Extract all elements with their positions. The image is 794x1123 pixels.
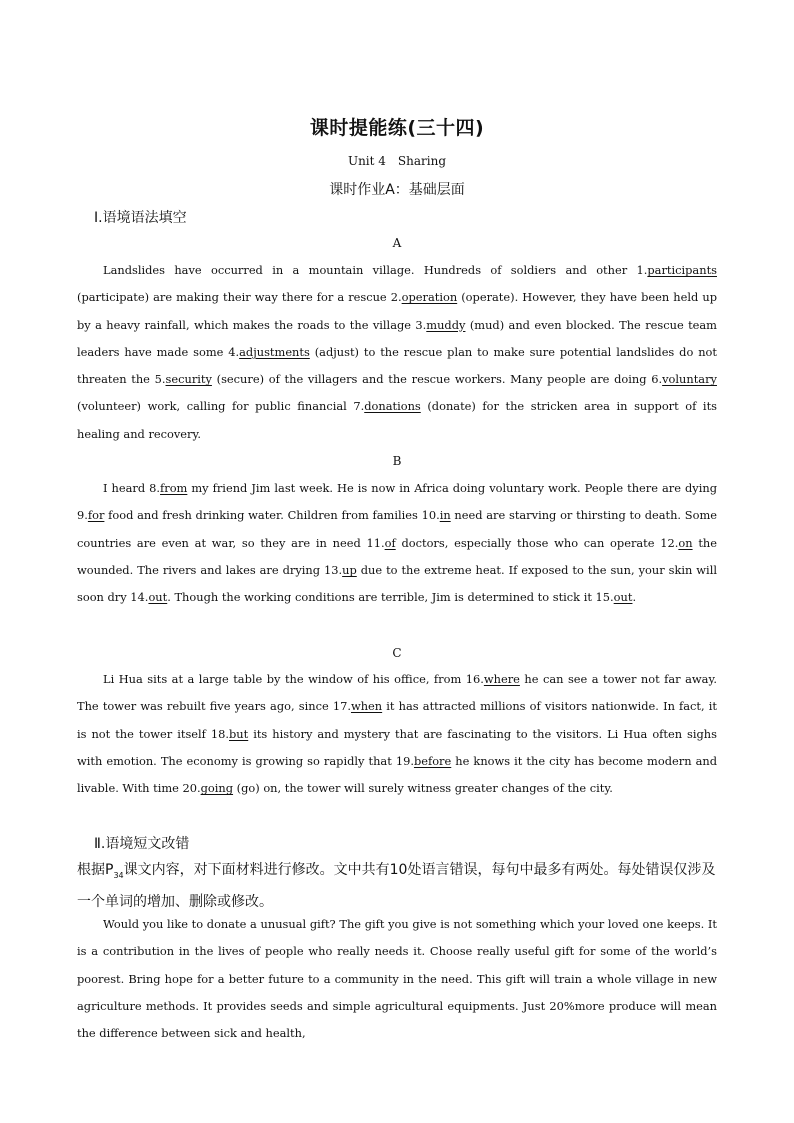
- answer-blank: going: [200, 781, 234, 796]
- part-b-passage: I heard 8.from my friend Jim last week. He is now in Africa doing voluntary work. People there are dying 9.for food and fresh drinking water. Children from families 10.in need are starving or thirsting to death. Some countries are even at war, so they are in need 11.of doctors, especially those who can operate 12.on the wounded. The rivers and lakes are drying 13.up due to the extreme heat. If exposed to the sun, your skin will soon dry 14.out. Though the working conditions are terrible, Jim is determined to stick it 15.out.: [77, 481, 717, 605]
- answer-blank: for: [87, 508, 105, 523]
- page-title: 课时提能练(三十四): [309, 117, 485, 139]
- part-c-passage: Li Hua sits at a large table by the window of his office, from 16.where he can see a tower not far away. The tower was rebuilt five years ago, since 17.when it has attracted millions of visitors nationwide. In fact, it is not the tower itself 18.but its history and mystery that are fascinating to the visitors. Li Hua often sighs with emotion. The economy is growing so rapidly that 19.before he knows it the city has become modern and livable. With time 20.going (go) on, the tower will surely witness greater changes of the city.: [77, 672, 718, 796]
- answer-blank: out: [613, 590, 633, 605]
- answer-blank: on: [678, 535, 693, 550]
- assignment-subtitle: 课时作业A：基础层面: [329, 182, 465, 198]
- part-c-label: C: [392, 646, 402, 660]
- answer-blank: security: [165, 372, 212, 387]
- answer-blank: where: [483, 672, 520, 686]
- answer-blank: voluntary: [662, 372, 717, 387]
- error-correction-passage: Would you like to donate a unusual gift? The gift you give is not something which your loved one keeps. It is a contribution in the lives of people who really needs it. Choose really useful gift for some of the world’s poorest. Bring hope for a better future to a community in the need. This gift will train a whole village in new agriculture methods. It provides seeds and simple agricultural equipments. Just 20%more produce will mean the difference between sick and health,: [77, 917, 717, 1041]
- answer-blank: donations: [364, 399, 421, 414]
- part-a-label: A: [392, 236, 402, 250]
- answer-blank: in: [439, 508, 451, 523]
- unit-line: [0, 154, 794, 168]
- unit-number: Unit 4: [347, 154, 386, 168]
- answer-blank: but: [229, 726, 249, 741]
- answer-blank: from: [160, 481, 188, 495]
- answer-blank: up: [342, 562, 357, 577]
- answer-blank: out: [148, 590, 168, 605]
- answer-blank: adjustments: [239, 344, 310, 359]
- part-b-label: B: [392, 454, 402, 468]
- section-2-instructions: 根据$P_{34}$课文内容，对下面材料进行修改。文中共有10处语言错误，每句中最多有两处。每处错误仅涉及一个单词的增加、删除或修改。: [77, 862, 716, 910]
- answer-blank: operation: [401, 290, 458, 305]
- section-2-heading: Ⅱ.语境短文改错: [94, 836, 190, 852]
- part-a-passage: Landslides have occurred in a mountain village. Hundreds of soldiers and other 1.participants (participate) are making their way there for a rescue 2.operation (operate). However, they have been held up by a heavy rainfall, which makes the roads to the village 3.muddy (mud) and even blocked. The rescue team leaders have made some 4.adjustments (adjust) to the rescue plan to make sure potential landslides do not threaten the 5.security (secure) of the villagers and the rescue workers. Many people are doing 6.voluntary (volunteer) work, calling for public financial 7.donations (donate) for the stricken area in support of its healing and recovery.: [77, 263, 717, 441]
- answer-blank: before: [413, 753, 452, 768]
- unit-name: Sharing: [397, 154, 447, 168]
- answer-blank: participants: [647, 263, 717, 277]
- answer-blank: of: [384, 535, 396, 550]
- answer-blank: when: [350, 699, 383, 714]
- answer-blank: muddy: [426, 317, 466, 332]
- section-1-heading: Ⅰ.语境语法填空: [94, 210, 187, 226]
